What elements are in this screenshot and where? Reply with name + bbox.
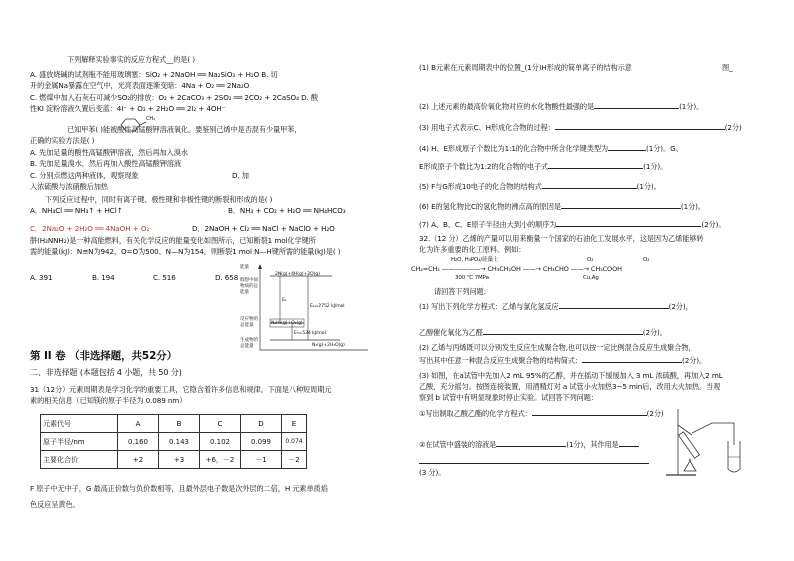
q3-option-c: C．2Na₂O + 2H₂O ══ 4NaOH + O₂ bbox=[30, 224, 150, 233]
diagram-products: N₂(g)+2H₂O(g) bbox=[312, 343, 345, 348]
q3-stem: 下列反应过程中，同时有离子键、极性键和非极性键的断裂和形成的是( ) bbox=[45, 195, 273, 204]
q1-option-a: A. 盛放烧碱的试剂瓶不能用玻璃塞：SiO₂ + 2NaOH ══ Na₂SiO₃ + H₂O B. 切 bbox=[30, 70, 278, 79]
answer-blank[interactable] bbox=[532, 408, 647, 416]
chain-condition-2: O₂ bbox=[587, 257, 594, 263]
answer-blank[interactable] bbox=[556, 219, 701, 227]
diagram-top-level: 2N(g)+4H(g)+2O(g) bbox=[275, 272, 320, 277]
q31-part-1: (1) B元素在元素周期表中的位置_(1分)H形成的简单离子的结构示意 bbox=[419, 63, 632, 72]
table-cell: 0.099 bbox=[241, 433, 282, 451]
q31-part-5-text: (5) F与G形成10电子的化合物的结构式 bbox=[419, 182, 542, 191]
table-header-cell: D bbox=[241, 415, 282, 433]
answer-line[interactable] bbox=[419, 456, 649, 466]
diagram-e3: E₃=534 kJ/mol bbox=[294, 331, 326, 336]
ch3-label: CH₃ bbox=[146, 116, 155, 122]
q32-part-1-text: (1) 写出下列化学方程式：乙烯与氯化氢反应 bbox=[419, 302, 559, 311]
diagram-label-1: 假想中间 bbox=[240, 278, 258, 283]
q31-part-1-end: 图_ bbox=[722, 63, 733, 72]
table-cell: 0.143 bbox=[159, 433, 200, 451]
q32-part-1b-score: (2分)。 bbox=[642, 328, 667, 337]
q32-part-2a: (2) 乙烯与丙烯既可以分别发生反应生成聚合物,也可以按一定比例混合反应生成聚合物， bbox=[419, 343, 696, 352]
q32-part-3c: 察到 b 试管中有明显现象时停止实验。试回答下列问题： bbox=[419, 393, 598, 402]
q31-part-4b-score: (1分)。 bbox=[643, 162, 668, 171]
q31-part-4b-text: E形成原子个数比为1:2的化合物的电子式 bbox=[419, 162, 549, 171]
q31-part-5 bbox=[419, 181, 661, 191]
answer-blank[interactable] bbox=[542, 181, 637, 189]
q31-part-2-text: (2) 上述元素的最高价氧化物对应的水化物酸性最强的是 bbox=[419, 102, 595, 111]
q32-part-3iii: (3 分)。 bbox=[419, 468, 446, 477]
q3-option-a: A．NH₄Cl ══ NH₃↑ + HCl↑ bbox=[30, 206, 123, 215]
table-header-cell: A bbox=[118, 415, 159, 433]
q4-option-a: A. 391 bbox=[30, 273, 53, 282]
table-row bbox=[41, 433, 307, 451]
table-header-cell: B bbox=[159, 415, 200, 433]
q2-option-c: C. 分别点燃这两种液体，观察现象 bbox=[30, 171, 139, 180]
q32-part-3ii-score: (1分)，其作用是 bbox=[566, 440, 619, 449]
diagram-product-label-2: 总能量 bbox=[240, 344, 254, 349]
table-header-cell: 元素代号 bbox=[41, 415, 118, 433]
q31-part-3-score: (2分) bbox=[724, 123, 742, 132]
q4-stem-1: 肼(H₂NNH₂)是一种高能燃料，有关化学反应的能量变化如图所示，已知断裂1 mol化学键所 bbox=[30, 236, 316, 245]
diagram-e1: E₁ bbox=[282, 298, 287, 303]
ester-apparatus bbox=[662, 405, 747, 477]
q2-option-d: D. 加 bbox=[232, 171, 249, 180]
q4-option-d: D. 658 bbox=[215, 273, 239, 282]
q32-part-1 bbox=[419, 301, 693, 311]
right-column bbox=[397, 0, 794, 561]
q32-part-1b bbox=[419, 327, 667, 337]
table-row bbox=[41, 415, 307, 433]
table-row bbox=[41, 451, 307, 469]
q3-option-b: B．NH₃ + CO₂ + H₂O ══ NH₄HCO₃ bbox=[228, 206, 346, 215]
q31-part-4-text: (4) H、E形成原子个数比为1:1的化合物中所含化学键类型为 bbox=[419, 144, 609, 153]
energy-diagram bbox=[240, 262, 370, 352]
element-table bbox=[40, 414, 307, 469]
q31-part-6 bbox=[419, 201, 705, 211]
answer-blank[interactable] bbox=[555, 122, 725, 130]
section-2-heading: 二、非选择题 (本题包括 4 小题，共 50 分) bbox=[30, 368, 182, 377]
q32-part-3i-score: (2分) bbox=[646, 409, 664, 418]
q1-option-c: C. 燃煤中加入石灰石可减少SO₂的排放：O₂ + 2CaCO₃ + 2SO₂ ══ 2CO₂ + 2CaSO₄ D. 酸 bbox=[30, 93, 318, 102]
q32-part-1-score: (2分)， bbox=[668, 302, 693, 311]
q32-part-2b-score: (2分)。 bbox=[682, 356, 707, 365]
answer-blank[interactable] bbox=[619, 439, 639, 447]
q31-part-5-score: (1分)。 bbox=[636, 182, 661, 191]
table-cell: +2 bbox=[118, 451, 159, 469]
table-header-cell: E bbox=[282, 415, 307, 433]
q2-option-b: B. 先加足量溴水，然后再加入酸性高锰酸钾溶液 bbox=[30, 159, 181, 168]
q32-part-3i-text: ①写出制取乙酸乙酯的化学方程式： bbox=[419, 409, 532, 418]
q31-part-2 bbox=[419, 101, 703, 111]
q31-part-4b bbox=[419, 161, 667, 171]
q31-footer-2: 色反应呈黄色。 bbox=[30, 500, 80, 509]
table-cell: 0.160 bbox=[118, 433, 159, 451]
q31-part-6-score: (1分)。 bbox=[680, 202, 705, 211]
chain-condition-5: Cu,Ag bbox=[583, 275, 599, 281]
answer-blank[interactable] bbox=[582, 355, 682, 363]
chain-condition-1: H₂O, H₃PO₄/硅藻土 bbox=[451, 257, 499, 263]
diagram-reactant-label-1: 反应物的 bbox=[240, 317, 258, 322]
q31-stem-2: 素的相关信息（已知镁的原子半径为 0.089 nm） bbox=[30, 396, 187, 405]
table-header-cell: C bbox=[200, 415, 241, 433]
q31-part-7-text: (7) A、B、C、E原子半径由大到小的顺序为 bbox=[419, 220, 557, 229]
reaction-chain bbox=[411, 256, 761, 284]
diagram-reactants: N₂H₄(g)+O₂(g) bbox=[271, 321, 303, 326]
q32-part-3ii bbox=[419, 439, 639, 449]
diagram-product-label-1: 生成物的 bbox=[240, 338, 258, 343]
answer-blank[interactable] bbox=[483, 327, 643, 335]
answer-blank[interactable] bbox=[559, 301, 669, 309]
table-cell: +3 bbox=[159, 451, 200, 469]
answer-blank[interactable] bbox=[594, 101, 679, 109]
q31-part-7 bbox=[419, 219, 725, 229]
q1-stem: 下列解释实验事实的反应方程式__的是( ) bbox=[67, 55, 195, 64]
q31-part-6-text: (6) E的氢化物比C的氢化物的沸点高的原因是 bbox=[419, 202, 561, 211]
q4-option-c: C. 516 bbox=[153, 273, 176, 282]
table-cell: －2 bbox=[282, 451, 307, 469]
q31-part-4-score: (1分)。G、 bbox=[646, 144, 683, 153]
q32-part-3i bbox=[419, 408, 664, 418]
q2-option-d-cont: 入浓硫酸与浓硝酸后加热 bbox=[30, 182, 108, 191]
q32-part-3ii-text: ②在试管中盛装的溶液是 bbox=[419, 440, 497, 449]
q32-part-2b-text: 写出其中任意一种混合反应生成聚合物的结构简式： bbox=[419, 356, 583, 365]
chain-condition-4: 300 ℃ 7MPa bbox=[455, 275, 489, 281]
q3-option-d: D．2NaOH + Cl₂ ══ NaCl + NaClO + H₂O bbox=[192, 224, 335, 233]
diagram-label-2: 物质的总 bbox=[240, 284, 258, 289]
q31-part-3 bbox=[419, 122, 742, 132]
diagram-energy-label: 能量 bbox=[240, 265, 249, 270]
q31-part-4 bbox=[419, 143, 683, 153]
q2-option-a: A. 先加足量的酸性高锰酸钾溶液，然后再加入溴水 bbox=[30, 148, 188, 157]
table-cell: +6，－2 bbox=[200, 451, 241, 469]
q1-option-b: 开的金属Na暴露在空气中，光亮表面逐渐变暗：4Na + O₂ ══ 2Na₂O bbox=[30, 81, 250, 90]
diagram-reactant-label-2: 总能量 bbox=[240, 323, 254, 328]
answer-blank[interactable] bbox=[496, 439, 566, 447]
q1-option-d: 性KI 淀粉溶液久置后变蓝：4I⁻ + O₂ + 2H₂O ══ 2I₂ + 4OH⁻ bbox=[30, 104, 226, 113]
table-cell: －1 bbox=[241, 451, 282, 469]
q32-stem-2: 化为许多重要的化工原料。例如： bbox=[419, 245, 526, 254]
chain-condition-3: O₂ bbox=[643, 257, 650, 263]
diagram-e2: E₂=2752 kJ/mol bbox=[310, 304, 345, 309]
q2-stem-2: 正确的实验方法是( ) bbox=[30, 136, 95, 145]
q32-part-3a: (3) 如图，在a试管中先加入2 mL 95%的乙醇，并在摇动下缓缓加入 3 mL 浓硫酸，再加入2 mL bbox=[419, 371, 723, 380]
table-cell: 0.102 bbox=[200, 433, 241, 451]
answer-blank[interactable] bbox=[608, 143, 646, 151]
q31-footer-1: F 原子中无中子，G 最高正价数与负价数相等，且最外层电子数是次外层的二倍，H 元素单质焰 bbox=[30, 484, 328, 493]
q4-option-b: B. 194 bbox=[92, 273, 115, 282]
toluene-structure bbox=[118, 116, 158, 134]
q31-stem-1: 31（12分）元素周期表是学习化学的重要工具，它隐含着许多信息和规律。下面是八种短周期元 bbox=[30, 385, 332, 394]
q31-part-7-score: (2分)。 bbox=[701, 220, 726, 229]
q32-prompt: 请回答下列问题: bbox=[434, 287, 486, 296]
table-row-label: 原子半径/nm bbox=[41, 433, 118, 451]
q32-part-2b bbox=[419, 355, 706, 365]
q31-part-2-score: (1分)。 bbox=[679, 102, 704, 111]
q31-part-3-text: (3) 用电子式表示C、H形成化合物的过程： bbox=[419, 123, 555, 132]
q4-stem-2: 需的能量(kJ)：N≡N为942、O=O为500、N—N为154，则断裂1 mol N—H键所需的能量(kJ)是( ) bbox=[30, 247, 341, 256]
q32-part-3b: 乙酸，充分摇匀。按图连接装置，用酒精灯对 a 试管小火加热3~5 min后，改用大火加热。当观 bbox=[419, 382, 721, 391]
table-row-label: 主要化合价 bbox=[41, 451, 118, 469]
q2-stem: 已知甲苯( )能被酸性高锰酸钾溶液氧化。要鉴别己烯中是否混有少量甲苯， bbox=[67, 125, 302, 134]
answer-blank[interactable] bbox=[548, 161, 643, 169]
answer-blank[interactable] bbox=[561, 201, 681, 209]
answer-blank[interactable] bbox=[419, 456, 649, 464]
q32-stem-1: 32.（12 分）乙烯的产量可以用来衡量一个国家的石油化工发展水平，这是因为乙烯能够转 bbox=[419, 234, 704, 243]
table-cell: 0.074 bbox=[282, 433, 307, 451]
part-2-heading: 第 II 卷 （非选择题，共52分） bbox=[30, 350, 178, 362]
q32-part-1b-text: 乙醇催化氧化为乙醛 bbox=[419, 328, 483, 337]
chain-equation: CH₂=CH₂ ——————→ CH₃CH₂OH ——→ CH₃CHO ——→ CH₃COOH bbox=[411, 265, 622, 273]
diagram-label-3: 能量 bbox=[240, 290, 249, 295]
